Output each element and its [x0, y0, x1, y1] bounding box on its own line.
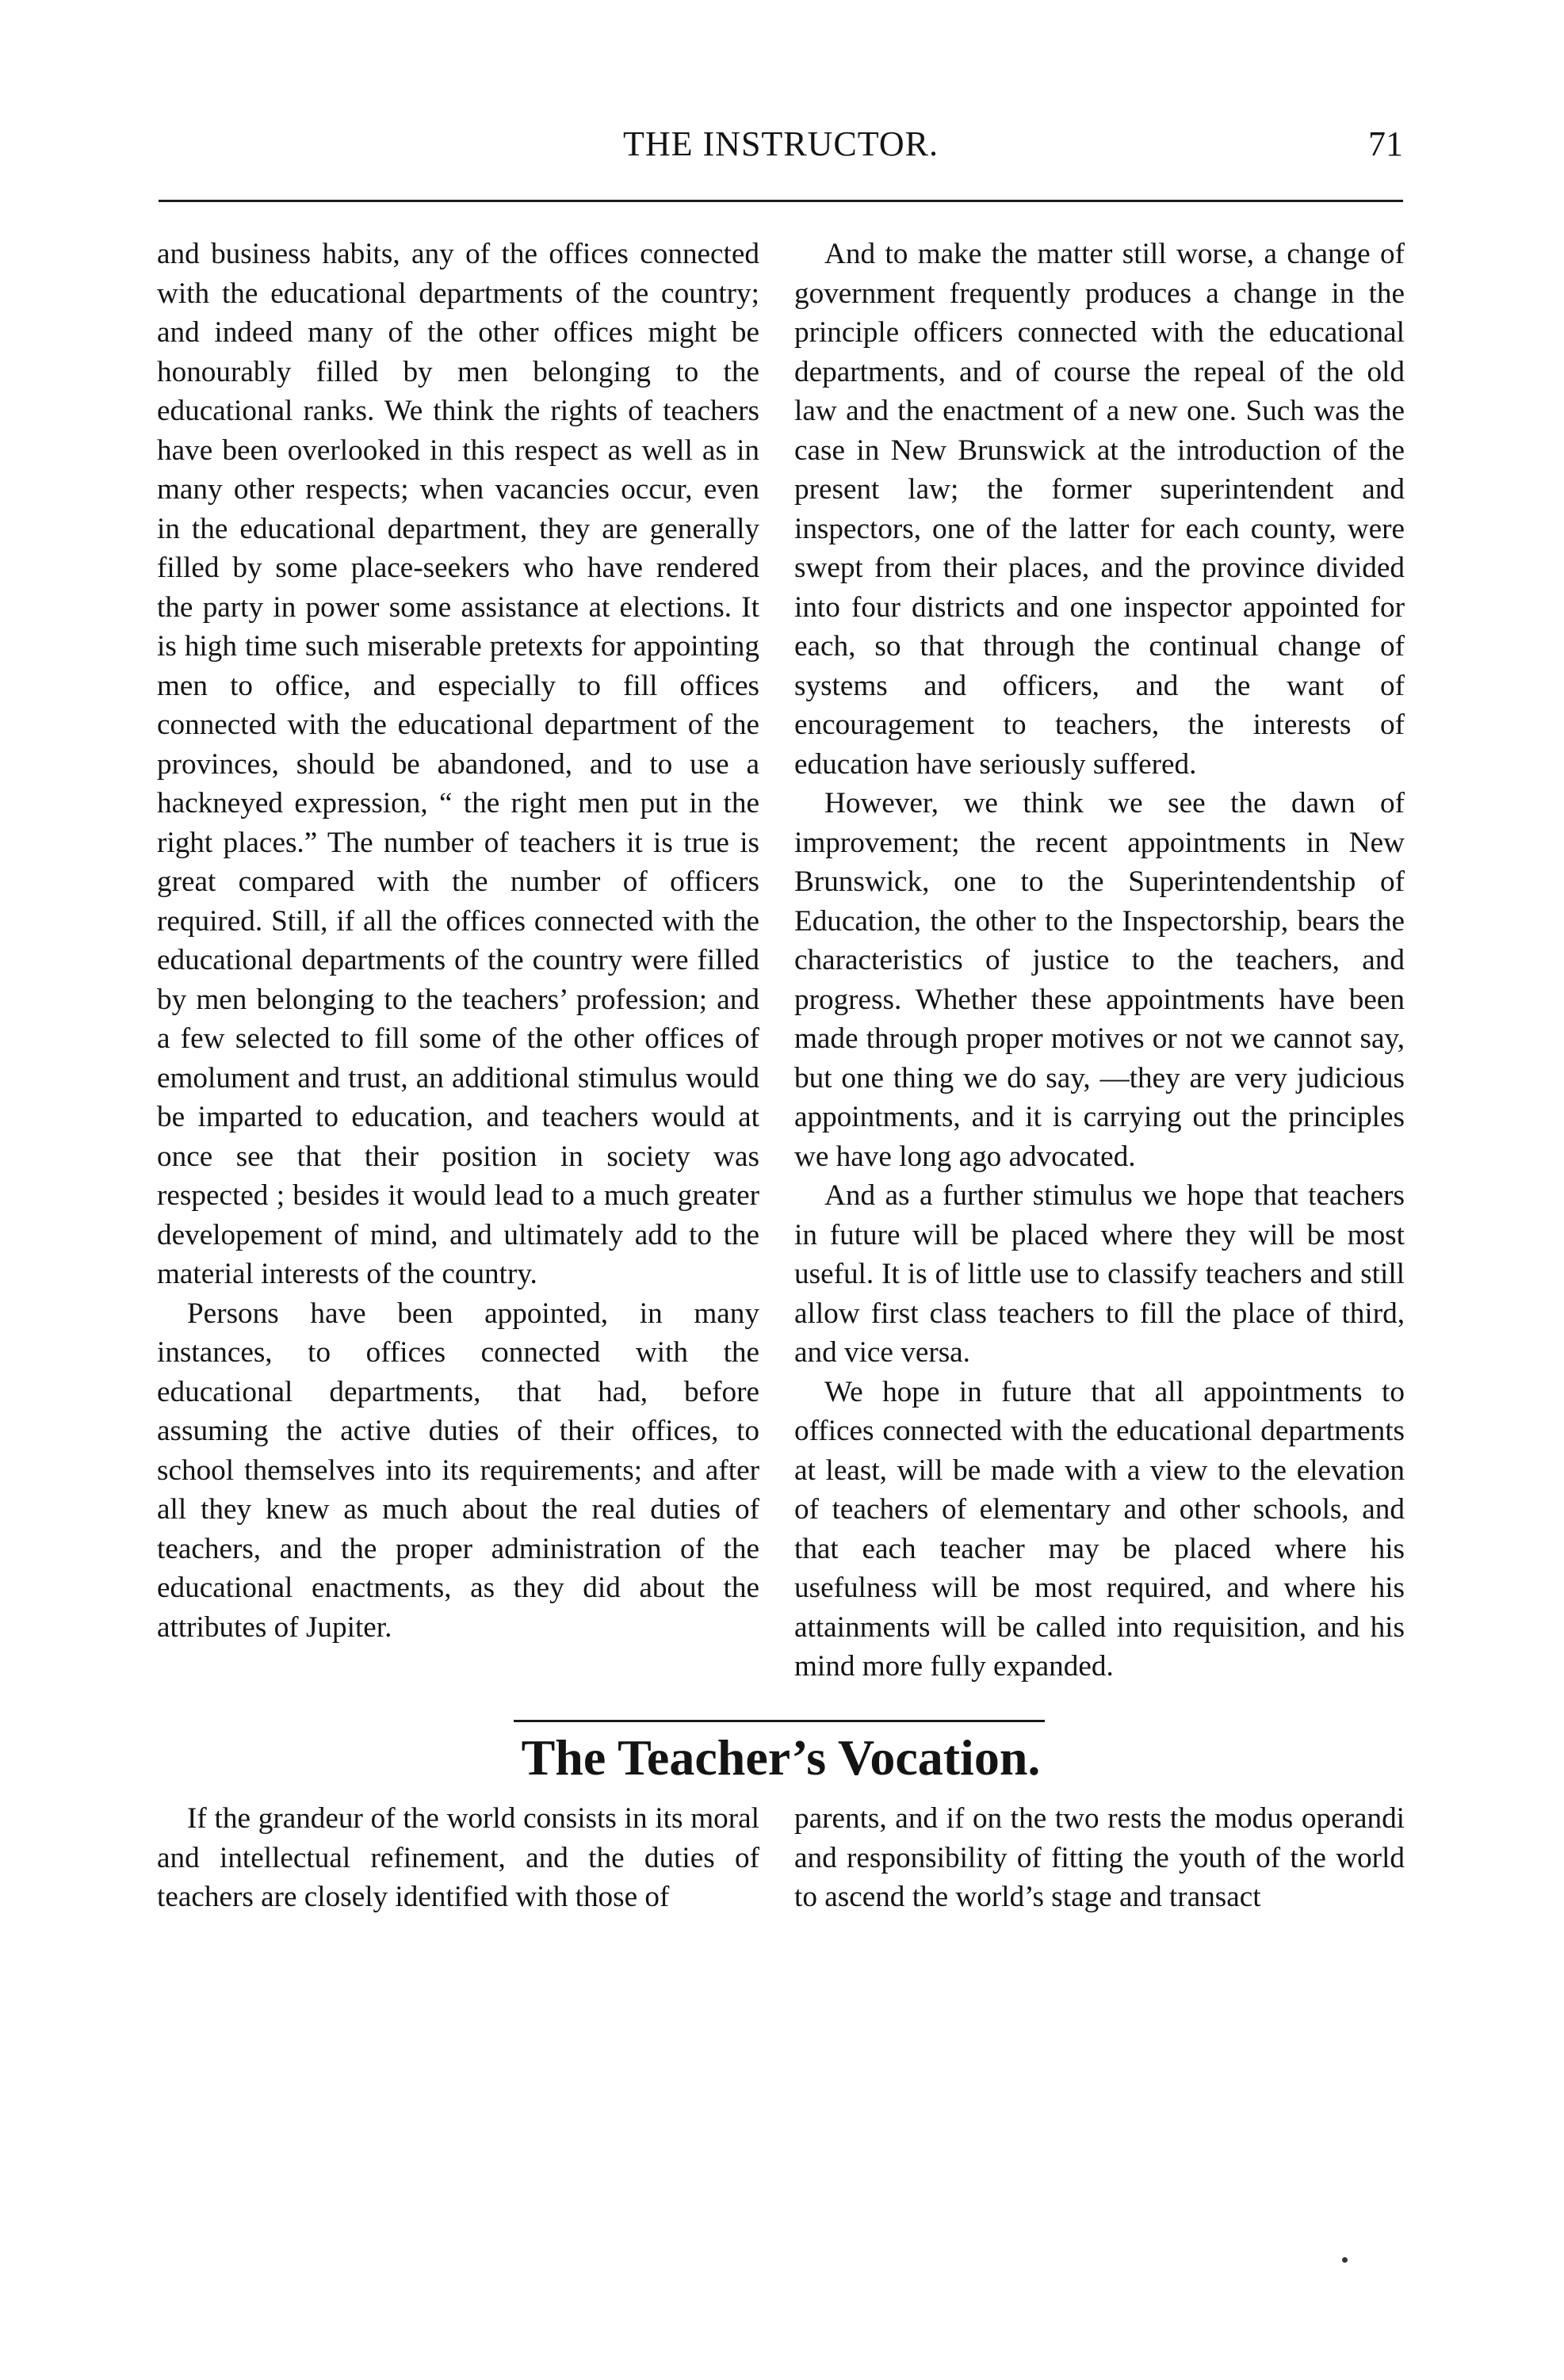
paragraph: Persons have been appointed, in many instances, to offices connected with the educational departments, that had, before assuming the active duties of their offices, to school themselves into its requirements; and after all they knew as much about the real duties of teachers, and the proper administration of the educational enactments, as they did about the attributes of Jupiter. — [157, 1297, 759, 1644]
article-right-column — [794, 235, 1405, 1690]
paragraph: And as a further stimulus we hope that teachers in future will be placed where they will be most useful. It is of little use to classify teachers and still allow first class teachers to fill the place of third, and vice versa. — [794, 1179, 1405, 1369]
ink-speck — [1342, 2257, 1348, 2263]
paragraph: We hope in future that all appointments to offices connected with the educational departments at least, will be made with a view to the elevation of teachers of elementary and other schools, and that each teacher may be placed where his usefulness will be most required, and where his attainments will be called into requisition, and his mind more fully expanded. — [794, 1375, 1405, 1683]
paragraph: parents, and if on the two rests the modus operandi and responsibility of fitting the youth of the world to ascend the world’s stage and transact — [794, 1802, 1405, 1913]
section-title: The Teacher’s Vocation. — [521, 1729, 1041, 1786]
running-title: THE INSTRUCTOR. — [623, 124, 939, 163]
page-header — [159, 120, 1403, 168]
paragraph: However, we think we see the dawn of improvement; the recent appointments in New Brunswick, one to the Superintendentship of Education, the other to the Inspectorship, bears the characteristics of justice to the teachers, and progress. Whether these appointments have been made through proper motives or not we cannot say, but one thing we do say, —they are very judicious appointments, and it is carrying out the principles we have long ago advocated. — [794, 787, 1405, 1173]
paragraph: If the grandeur of the world consists in its moral and intellectual refinement, and the duties of teachers are closely identified with those of — [157, 1802, 759, 1913]
vocation-right-column — [794, 1799, 1405, 2005]
header-rule — [159, 200, 1403, 202]
article-left-column — [157, 235, 759, 1690]
vocation-left-column — [157, 1799, 759, 2005]
page-number: 71 — [1368, 124, 1403, 163]
paragraph: And to make the matter still worse, a change of government frequently produces a change in the principle officers connected with the educational departments, and of course the repeal of the old law and the enactment of a new one. Such was the case in New Brunswick at the introduction of the present law; the former superintendent and inspectors, one of the latter for each county, were swept from their places, and the province divided into four districts and one inspector appointed for each, so that through the continual change of systems and officers, and the want of encouragement to teachers, the interests of education have seriously suffered. — [794, 238, 1405, 781]
paragraph: and business habits, any of the offices connected with the educational departments of the country; and indeed many of the other offices might be honourably filled by men belonging to the educational ranks. We think the rights of teachers have been overlooked in this respect as well as in many other respects; when vacancies occur, even in the educational department, they are generally filled by some place-seekers who have rendered the party in power some assistance at elections. It is high time such miserable pretexts for appointing men to office, and especially to fill offices connected with the educational department of the provinces, should be abandoned, and to use a hackneyed expression, “ the right men put in the right places.” The number of teachers it is true is great compared with the number of officers required. Still, if all the offices connected with the educational departments of the country were filled by men belonging to the teachers’ profession; and a few selected to fill some of the other offices of emolument and trust, an additional stimulus would be imparted to education, and teachers would at once see that their position in society was respected ; besides it would lead to a much greater developement of mind, and ultimately add to the material interests of the country. — [157, 238, 759, 1290]
section-divider — [514, 1720, 1045, 1722]
